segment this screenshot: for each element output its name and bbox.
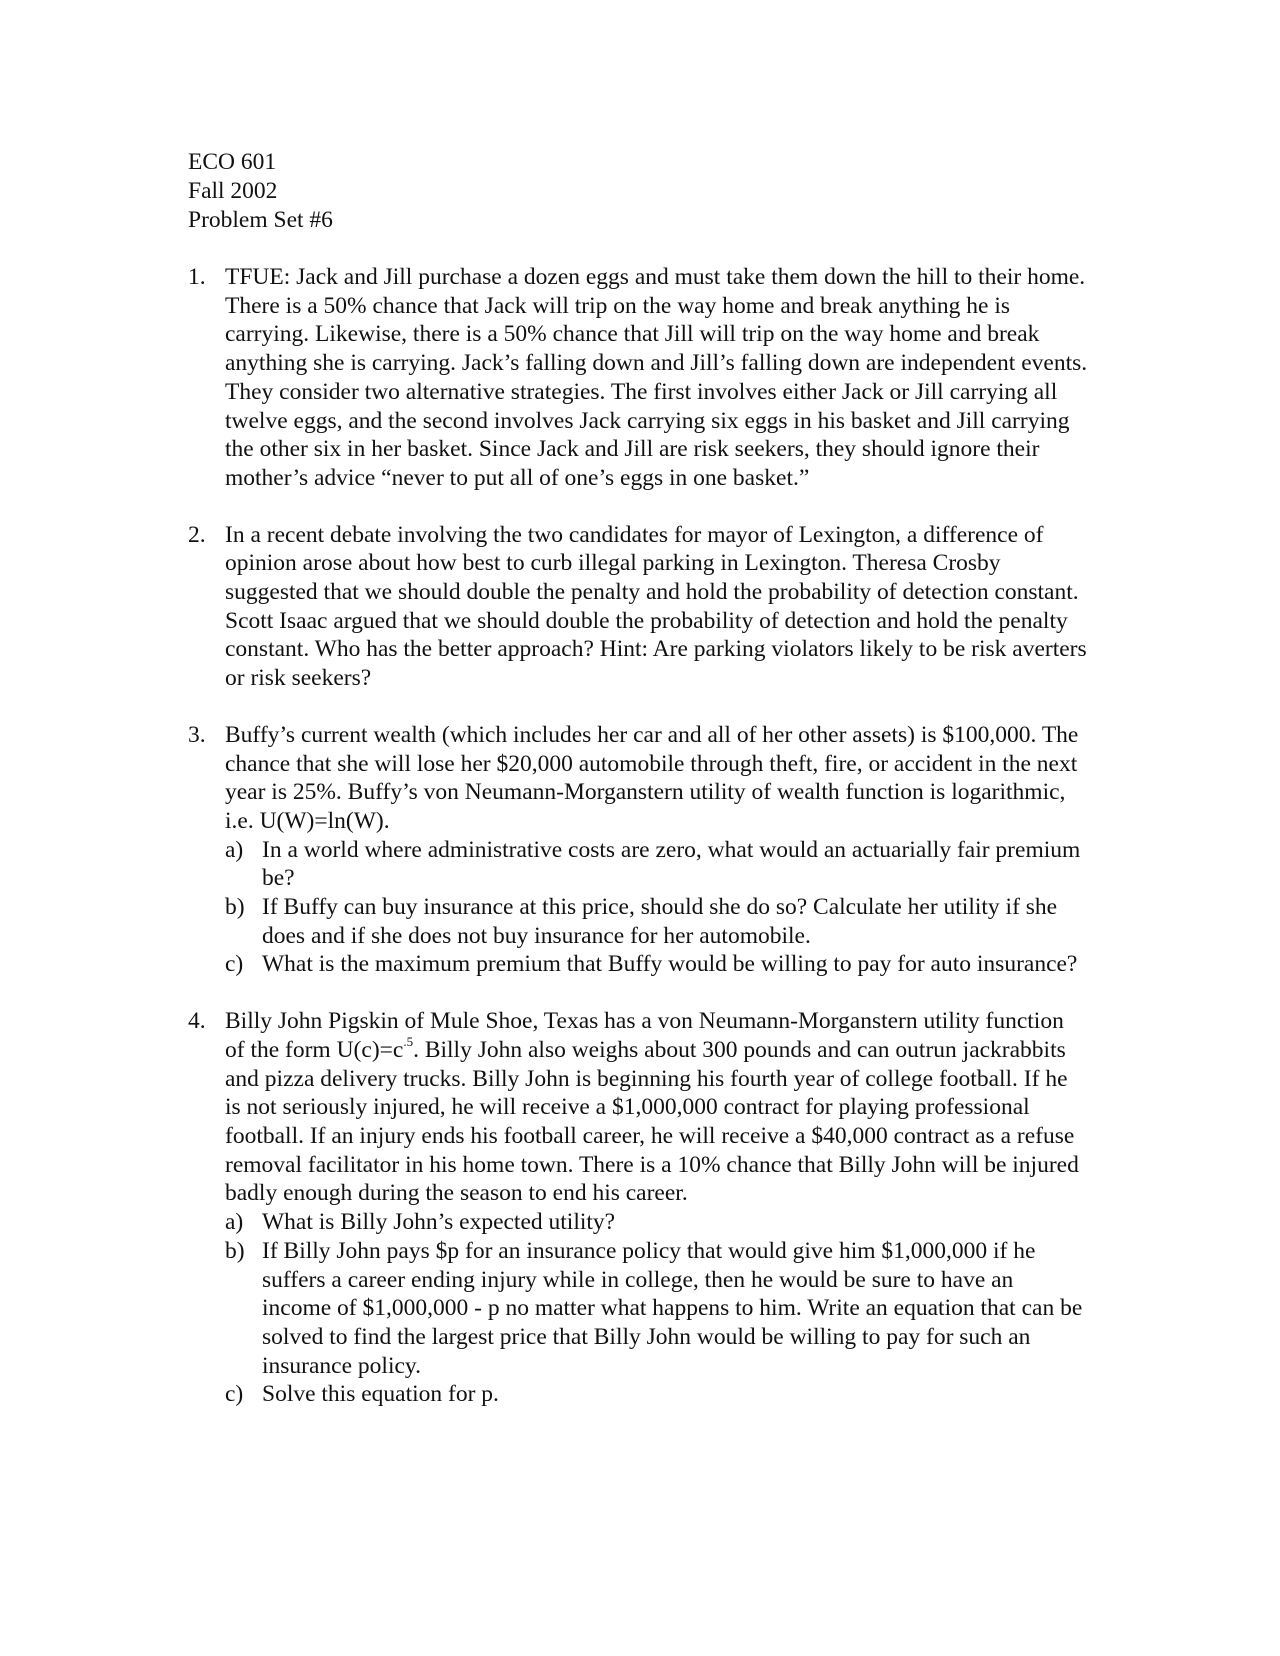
sub-question-a	[225, 1208, 1088, 1237]
sub-question-text: What is Billy John’s expected utility?	[262, 1209, 616, 1236]
problem-2	[188, 521, 1088, 693]
sub-question-label: a)	[225, 1209, 244, 1236]
sub-question-label: c)	[225, 1381, 244, 1408]
problem-text: In a recent debate involving the two candidates for mayor of Lexington, a difference of opinion arose about how best to curb illegal parking in Lexington. Theresa Crosby suggested that we should double the penalty and hold the probability of detection constant. Scott Isaac argued that we should double the probability of detection and hold the penalty constant. Who has the better approach? Hint: Are parking violators likely to be risk averters or risk seekers?	[225, 521, 1087, 692]
sub-question-label: b)	[225, 1237, 245, 1264]
sub-question-b	[225, 893, 1088, 950]
sub-question-text: If Buffy can buy insurance at this price, should she do so? Calculate her utility if she does and if she does not buy insurance for her automobile.	[262, 894, 1058, 949]
problem-number: 2.	[188, 521, 206, 548]
problem-number: 4.	[188, 1008, 206, 1035]
problem-1	[188, 263, 1088, 493]
problem-number: 1.	[188, 264, 206, 290]
sub-question-text: In a world where administrative costs are zero, what would an actuarially fair premium be?	[262, 836, 1081, 892]
sub-question-label: b)	[225, 894, 245, 921]
problem-text-start: Billy John Pigskin of Mule Shoe, Texas has a von Neumann-Morganstern utility function of the form U(c)=c	[225, 1008, 1064, 1063]
sub-question-b	[225, 1237, 1088, 1381]
sub-question-text: If Billy John pays $p for an insurance policy that would give him $1,000,000 if he suffers a career ending injury while in college, then he would be sure to have an income of $1,000,000 - p no matter what happens to him. Write an equation that can be solved to find the largest price that Billy John would be willing to pay for such an insurance policy.	[262, 1237, 1083, 1379]
document-title: Problem Set #6	[188, 207, 333, 233]
sub-question-c	[225, 1380, 1088, 1409]
problem-text: TFUE: Jack and Jill purchase a dozen eggs and must take them down the hill to their home. There is a 50% chance that Jack will trip on the way home and break anything he is carrying. Likewise, there is a 50% chance that Jill will trip on the way home and break anything she is carrying. Jack’s falling down and Jill’s falling down are independent events. They consider two alternative strategies. The first involves either Jack or Jill carrying all twelve eggs, and the second involves Jack carrying six eggs in his basket and Jill carrying the other six in her basket. Since Jack and Jill are risk seekers, they should ignore their mother’s advice “never to put all of one’s eggs in one basket.”	[225, 264, 1088, 491]
problem-4	[188, 1007, 1088, 1409]
sub-question-label: a)	[225, 836, 244, 863]
problem-number: 3.	[188, 721, 206, 748]
document-header	[188, 148, 333, 235]
sub-question-list	[225, 1208, 1088, 1409]
sub-question-text: What is the maximum premium that Buffy would be willing to pay for auto insurance?	[262, 951, 1078, 978]
sub-question-text: Solve this equation for p.	[262, 1381, 499, 1408]
sub-question-label: c)	[225, 951, 244, 978]
sub-question-a	[225, 836, 1088, 893]
problem-text: Buffy’s current wealth (which includes her car and all of her other assets) is $100,000. The chance that she will lose her $20,000 automobile through theft, fire, or accident in the next year is 25%. Buffy’s von Neumann-Morganstern utility of wealth function is logarithmic, i.e. U(W)=ln(W).	[225, 721, 1079, 834]
course-code: ECO 601	[188, 149, 277, 175]
problem-3	[188, 721, 1088, 979]
problem-text	[225, 1007, 1088, 1208]
sub-question-list	[225, 836, 1088, 980]
term: Fall 2002	[188, 178, 278, 204]
problem-text-rest: . Billy John also weighs about 300 pounds and can outrun jackrabbits and pizza delivery trucks. Billy John is beginning his fourth year of college football. If he is not seriously injured, he will receive a $1,000,000 contract for playing professional football. If an injury ends his football career, he will receive a $40,000 contract as a refuse removal facilitator in his home town. There is a 10% chance that Billy John will be injured badly enough during the season to end his career.	[225, 1036, 1079, 1207]
sub-question-c	[225, 950, 1088, 979]
utility-exponent: .5	[403, 1034, 414, 1050]
problem-list	[188, 263, 1088, 1437]
